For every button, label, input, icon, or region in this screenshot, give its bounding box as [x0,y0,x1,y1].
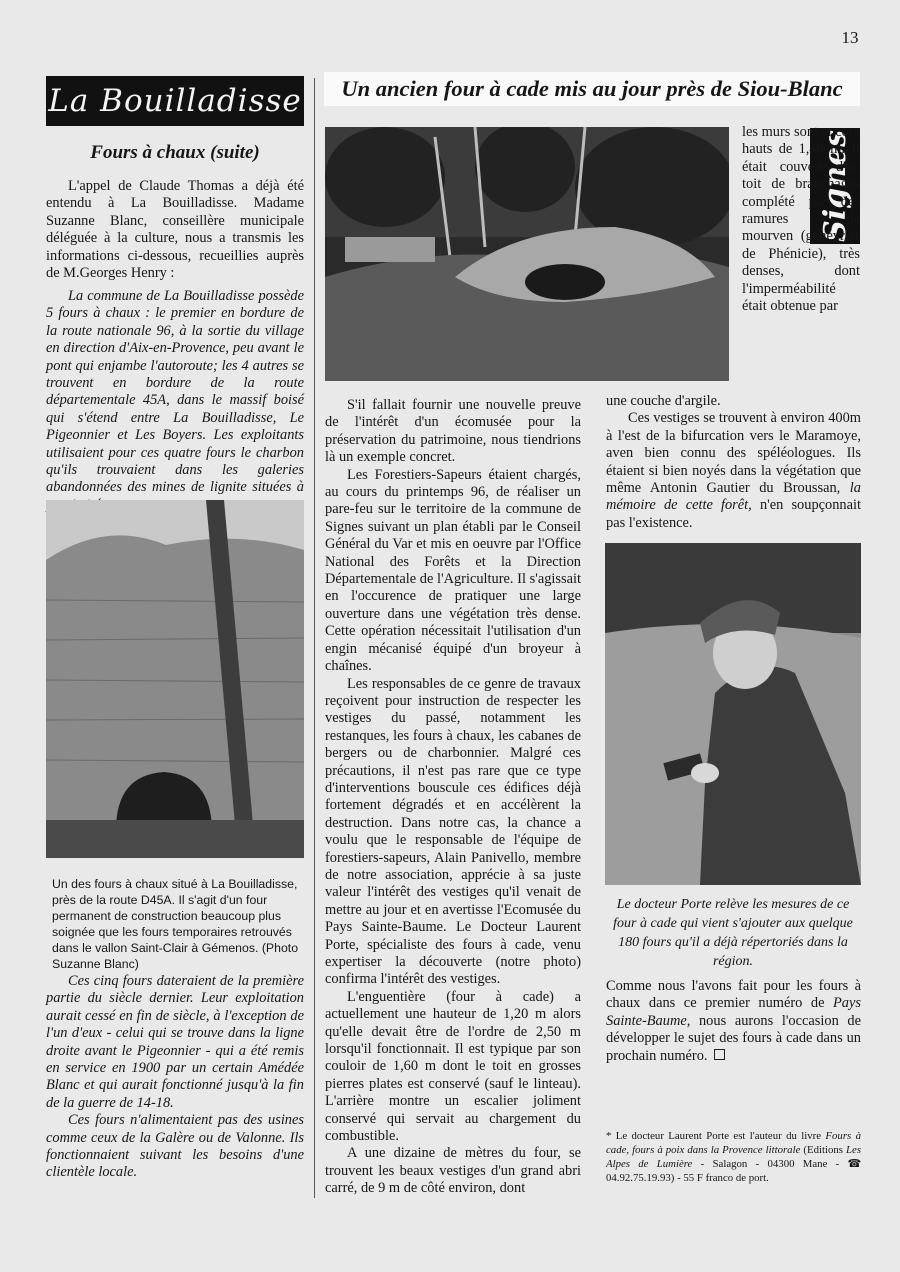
cade-kiln-ruins-photo [325,127,729,381]
right-p2-text: Ces vestiges se trouvent à environ 400m à l'est de la bifurcation vers le Maramoye, aven bien connu des spéléologues. Ils étaient si bien noyés dans la végétation que même Antonin Gautier du Broussan, [606,410,861,497]
lime-kiln-photo [46,500,304,858]
closing-text-b: nous aurons l'occasion de développer le sujet des fours à cade dans un prochain numéro. [606,1012,861,1064]
end-of-article-mark [714,1049,725,1060]
middle-paragraph-3: Les responsables de ce genre de travaux reçoivent pour instruction de respecter les vestiges du passé, notamment les restanques, les fours à chaux, les cabanes de bergers ou de charbonnier. Malgré ces précautions, il n'est pas rare que ce type d'interventions bouscule ces édifices déjà fortement dégradés et en accélèrent la destruction. Dans notre cas, la chance a voulu que le responsable de l'équipe de forestiers-sapeurs, Alain Panivello, membre de notre association, apprécie à sa juste valeur l'intérêt des vestiges qu'il venait de mettre au jour et en avertisse l'Ecomusée du Pays Sainte-Baume. Le Docteur Laurent Porte, spécialiste des fours à cade, venu expertiser la découverte (notre photo) confirma l'intérêt des vestiges. [325,675,581,988]
right-narrow-text [742,124,860,315]
masthead-la-bouilladisse: La Bouilladisse [46,76,304,126]
doctor-porte-photo [605,543,861,885]
right-continuation: une couche d'argile. [606,393,721,409]
footnote-text-a: * Le docteur Laurent Porte est l'auteur du livre [606,1130,822,1142]
column-divider [314,78,315,1198]
closing-text-a: Comme nous l'avons fait pour les fours à chaux dans ce premier numéro de [606,978,861,1012]
footnote-text-b: (Editions [803,1144,843,1156]
middle-paragraph-5: A une dizaine de mètres du four, se trouvent les beaux vestiges d'un grand abri carré, de 9 m de côté environ, dont [325,1145,581,1197]
right-p2-end: n'en soupçonnait pas l'existence. [606,497,861,531]
closing-paragraph-2: Ces fours n'alimentaient pas des usines comme ceux de la Galère ou de Valonne. Ils fonctionnaient suivant les besoins d'une clientèle locale. [46,1112,304,1181]
footnote-book-title: Fours à cade, fours à poix dans la Provence littorale [606,1130,861,1156]
right-closing [606,978,861,1065]
left-subtitle: Fours à chaux (suite) [90,142,260,163]
middle-paragraph-1: S'il fallait fournir une nouvelle preuve de l'intérêt d'un écomusée pour la préservation du patrimoine, nous tiendrions là un exemple concret. [325,397,581,466]
lime-kiln-illustration [46,500,304,858]
closing-italic: Pays Sainte-Baume, [606,995,861,1029]
article-headline: Un ancien four à cade mis au jour près de Siou-Blanc [324,72,860,106]
middle-paragraph-2: Les Forestiers-Sapeurs étaient chargés, au cours du printemps 96, de réaliser un pare-feu sur le territoire de la commune de Signes suivant un plan établi par le Conseil Général du Var et mis en oeuvre par l'Office National des Forêts et la Direction Départementale de l'Agriculture. Il s'agissait en l'occurence de pratiquer une large ouverture dans une végétation très dense. Cette opération nécessitait l'utilisation d'un engin mécanisé équipé d'un broyeur à chaînes. [325,466,581,675]
ruins-illustration [325,127,729,381]
intro-paragraph: L'appel de Claude Thomas a déjà été entendu à La Bouilladisse. Madame Suzanne Blanc, conseillère municipale déléguée à la culture, nous a transmis les informations ci-dessous, recueillies auprès de M.Georges Henry : [46,178,304,282]
middle-column-text [325,397,581,1198]
footnote-publisher: Les Alpes de Lumière [606,1144,862,1170]
left-intro [46,178,304,282]
footnote [606,1129,861,1185]
closing-paragraph-1: Ces cinq fours dateraient de la première partie du siècle dernier. Leur exploitation aurait cessé en fin de siècle, à l'exception de l'un d'eux - celui qui se trouve dans la ligne droite avant le Pigeonnier - qui a été remis en service en 1900 par un certain Amédée Blanc et qui aurait fonctionné jusqu'à la fin de la guerre de 14-18. [46,973,304,1111]
footnote-text-c: - Salagon - 04300 Mane - ☎ 04.92.75.19.93) - 55 F franco de port. [606,1158,861,1184]
right-closing-paragraph [606,978,861,1065]
left-photo-caption: Un des fours à chaux situé à La Bouilladisse, près de la route D45A. Il s'agit d'un four permanent de construction beaucoup plus soignée que les fours temporaires retrouvés dans le vallon Saint-Clair à Gémenos. (Photo Suzanne Blanc) [52,877,299,971]
section-tag-label: Signes [817,130,853,242]
left-quote [46,288,304,514]
right-p2-italic: la mémoire de cette forêt, [606,480,861,514]
page-number: 13 [841,28,859,47]
right-column-text [606,393,861,532]
right-photo-caption: Le docteur Porte relève les mesures de ce four à cade qui vient s'ajouter aux quelque 180 fours qu'il a déjà répertoriés dans la région. [613,897,853,969]
doctor-illustration [605,543,861,885]
quote-paragraph: La commune de La Bouilladisse possède 5 fours à chaux : le premier en bordure de la route nationale 96, à la sortie du village en direction d'Aix-en-Provence, peu avant le pont qui enjambe l'autoroute; les 4 autres se trouvent en bordure de la route départementale 45A, dans le massif boisé qui s'étend entre La Bouilladisse, Le Pigeonnier et Les Boyers. Les exploitants utilisaient pour ces quatre fours le charbon qu'ils trouvaient dans les galeries abandonnées des mines de lignite situées à [46,288,304,496]
middle-paragraph-4: L'enguentière (four à cade) a actuellement une hauteur de 1,20 m alors qu'elle devait être de l'ordre de 2,50 m lorsqu'il fonctionnait. Il est typique par son couloir de 1,60 m dont le toit en grosses pierres plates est conservé (sauf le linteau). L'arrière montre un escalier joliment conservé qui servait au chargement du combustible. [325,988,581,1145]
left-closing [46,973,304,1182]
right-paragraph-2 [606,410,861,532]
right-narrow-paragraph: les murs sont encore hauts de 1,40 m. Il était couvert d'un toit de branchages complété par des ramures de mourven (genévrier de Phénicie), très denses, dont l'imperméabilité était obtenue par [742,124,860,315]
